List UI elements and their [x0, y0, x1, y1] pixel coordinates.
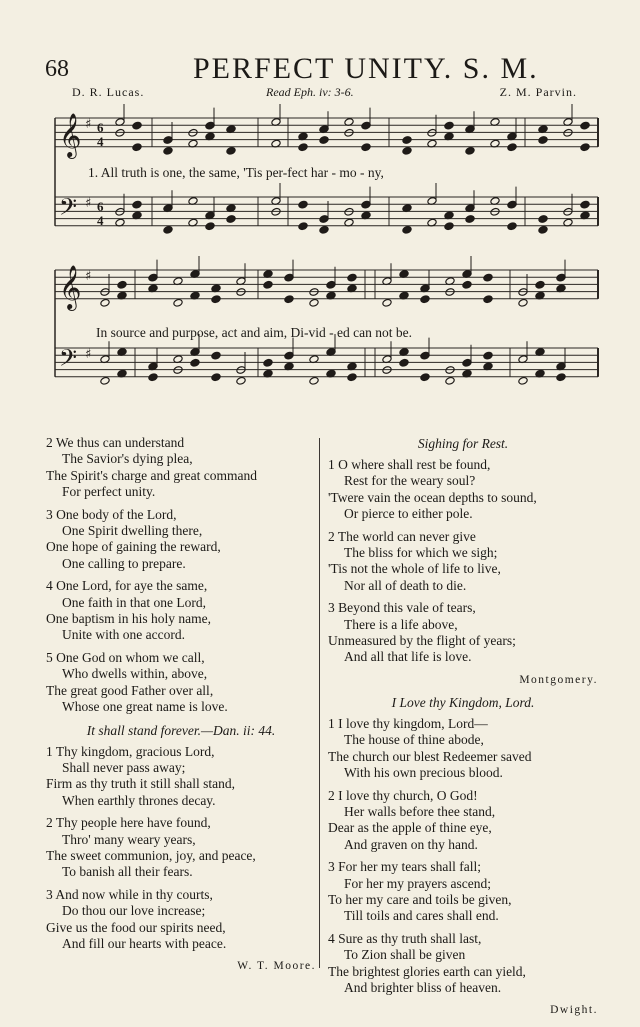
- note-head: [580, 200, 590, 209]
- verse-line: The great good Father over all,: [46, 682, 214, 698]
- verse-line: 3 Beyond this vale of tears,: [328, 600, 476, 616]
- note-head: [518, 298, 528, 307]
- note-head: [100, 376, 110, 385]
- note-head: [420, 373, 430, 382]
- note-head: [462, 280, 472, 289]
- stanza: [328, 859, 598, 925]
- verse-line: One faith in that one Lord,: [62, 594, 206, 610]
- note-head: [347, 273, 357, 282]
- stanza: [328, 716, 598, 782]
- verse-line: Rest for the weary soul?: [344, 473, 476, 489]
- verse-line: When earthly thrones decay.: [62, 792, 216, 808]
- page-number: 68: [45, 56, 69, 82]
- note-head: [538, 225, 548, 234]
- note-head: [347, 373, 357, 382]
- note-head: [444, 222, 454, 231]
- note-head: [445, 376, 455, 385]
- left-column: [46, 435, 316, 980]
- note-head: [444, 121, 454, 130]
- verse-line: Unmeasured by the flight of years;: [328, 633, 516, 649]
- verse-line: 'Tis not the whole of life to live,: [328, 561, 501, 577]
- hymn-heading: It shall stand forever.—Dan. ii: 44.: [86, 722, 276, 738]
- note-head: [132, 200, 142, 209]
- verse-line: 2 I love thy church, O God!: [328, 787, 478, 803]
- hymn-heading: I Love thy Kingdom, Lord.: [391, 694, 535, 710]
- note-head: [420, 295, 430, 304]
- verse-line: To Zion shall be given: [344, 947, 466, 963]
- note-head: [284, 295, 294, 304]
- hymn-author: Dwight.: [550, 1004, 598, 1017]
- note-head: [163, 146, 173, 155]
- stanza: [46, 815, 316, 881]
- note-head: [538, 215, 548, 224]
- verse-line: The house of thine abode,: [344, 732, 484, 748]
- note-head: [263, 280, 273, 289]
- verse-line: Or pierce to either pole.: [344, 506, 473, 522]
- stanza: [46, 887, 316, 953]
- verse-line: To her my care and toils be given,: [328, 891, 512, 907]
- verse-line: The church our blest Redeemer saved: [328, 748, 532, 764]
- verse-line: Thro' many weary years,: [62, 831, 196, 847]
- note-head: [298, 222, 308, 231]
- verse-line: For her my prayers ascend;: [344, 875, 491, 891]
- key-sharp-icon: ♯: [85, 347, 92, 362]
- note-head: [205, 222, 215, 231]
- arranger-credit: Z. M. Parvin.: [499, 85, 577, 99]
- music-score: [0, 0, 640, 420]
- stanza: [46, 650, 316, 716]
- note-head: [319, 225, 329, 234]
- note-head: [465, 146, 475, 155]
- note-head: [538, 136, 548, 145]
- note-head: [465, 215, 475, 224]
- verse-line: One baptism in his holy name,: [46, 611, 211, 627]
- key-sharp-icon: ♯: [85, 269, 92, 284]
- verse-line: With his own precious blood.: [344, 765, 503, 781]
- note-head: [309, 376, 319, 385]
- verse-line: Her walls before thee stand,: [344, 803, 496, 819]
- note-head: [319, 136, 329, 145]
- verse-line: One hope of gaining the reward,: [46, 539, 221, 555]
- stanza: [46, 578, 316, 644]
- verse-line: Who dwells within, above,: [62, 666, 208, 682]
- note-head: [361, 143, 371, 152]
- column-divider: [319, 438, 320, 968]
- verse-line: 1 I love thy kingdom, Lord—: [328, 715, 488, 731]
- verse-line: 4 One Lord, for aye the same,: [46, 578, 208, 594]
- stanza: [328, 600, 598, 666]
- note-head: [226, 215, 236, 224]
- note-head: [132, 121, 142, 130]
- note-head: [163, 225, 173, 234]
- note-head: [483, 273, 493, 282]
- verse-line: And graven on thy hand.: [344, 836, 478, 852]
- bass-clef-icon: 𝄢: [59, 193, 78, 226]
- verse-line: Do thou our love increase;: [62, 903, 206, 919]
- verse-line: The sweet communion, joy, and peace,: [46, 847, 256, 863]
- stanza: [46, 744, 316, 810]
- verse-line: Shall never pass away;: [62, 759, 186, 775]
- verse-line: The Spirit's charge and great command: [46, 467, 257, 483]
- note-head: [132, 143, 142, 152]
- verse-line: And all that life is love.: [344, 649, 472, 665]
- treble-clef-icon: 𝄞: [59, 265, 82, 309]
- time-signature-top: 6: [97, 199, 104, 214]
- note-head: [580, 121, 590, 130]
- note-head: [117, 280, 127, 289]
- verse-line: 'Twere vain the ocean depths to sound,: [328, 489, 537, 505]
- time-signature-top: 6: [97, 120, 104, 135]
- note-head: [173, 298, 183, 307]
- verse-line: And brighter bliss of heaven.: [344, 979, 502, 995]
- note-head: [211, 295, 221, 304]
- note-head: [236, 376, 246, 385]
- key-sharp-icon: ♯: [85, 117, 92, 132]
- lyric-line-2: In source and purpose, act and aim, Di-vid - ed can not be.: [96, 325, 413, 340]
- verse-line: 2 We thus can understand: [46, 435, 185, 450]
- key-sharp-icon: ♯: [85, 196, 92, 211]
- verse-line: Till toils and cares shall end.: [344, 908, 499, 924]
- hymn-author: W. T. Moore.: [237, 960, 316, 973]
- verse-line: 3 And now while in thy courts,: [46, 886, 213, 902]
- note-head: [535, 280, 545, 289]
- verse-line: The Savior's dying plea,: [62, 451, 193, 467]
- note-head: [507, 143, 517, 152]
- time-signature-bottom: 4: [97, 213, 104, 228]
- bass-clef-icon: 𝄢: [59, 344, 78, 377]
- lyric-line-1: 1. All truth is one, the same, 'Tis per-fect har - mo - ny,: [88, 165, 384, 180]
- note-head: [382, 298, 392, 307]
- verse-line: For perfect unity.: [62, 484, 156, 500]
- note-head: [556, 373, 566, 382]
- verse-line: One Spirit dwelling there,: [62, 523, 203, 539]
- verse-line: The bliss for which we sigh;: [344, 545, 498, 561]
- stanza: [328, 931, 598, 997]
- verse-line: 4 Sure as thy truth shall last,: [328, 930, 482, 946]
- verse-line: 3 One body of the Lord,: [46, 506, 177, 522]
- verse-line: 2 Thy people here have found,: [46, 815, 211, 831]
- note-head: [507, 222, 517, 231]
- verse-line: 1 O where shall rest be found,: [328, 457, 491, 472]
- verse-line: One calling to prepare.: [62, 555, 186, 571]
- note-head: [211, 373, 221, 382]
- note-head: [309, 298, 319, 307]
- note-head: [148, 373, 158, 382]
- note-head: [100, 298, 110, 307]
- verse-line: There is a life above,: [344, 616, 458, 632]
- note-head: [483, 295, 493, 304]
- note-head: [402, 136, 412, 145]
- stanza: [328, 457, 598, 523]
- verse-line: 5 One God on whom we call,: [46, 649, 205, 665]
- note-head: [402, 225, 412, 234]
- verse-line: And fill our hearts with peace.: [62, 935, 227, 951]
- verse-line: 1 Thy kingdom, gracious Lord,: [46, 743, 215, 759]
- note-head: [483, 351, 493, 360]
- verse-line: To banish all their fears.: [62, 864, 193, 880]
- hymn-heading: Sighing for Rest.: [417, 436, 509, 451]
- hymn-author: Montgomery.: [519, 673, 598, 686]
- note-head: [399, 358, 409, 367]
- note-head: [298, 143, 308, 152]
- verse-line: The brightest glories earth can yield,: [328, 963, 526, 979]
- note-head: [402, 146, 412, 155]
- note-head: [263, 358, 273, 367]
- verse-line: Dear as the apple of thine eye,: [328, 820, 492, 836]
- note-head: [211, 351, 221, 360]
- hymn-title: PERFECT UNITY. S. M.: [193, 52, 539, 85]
- verse-line: Whose one great name is love.: [62, 699, 228, 715]
- treble-clef-icon: 𝄞: [59, 113, 82, 157]
- verse-line: Firm as thy truth it still shall stand,: [46, 776, 235, 792]
- stanza: [46, 435, 316, 501]
- verse-line: Nor all of death to die.: [344, 577, 467, 593]
- time-signature-bottom: 4: [97, 134, 104, 149]
- note-head: [518, 376, 528, 385]
- verse-line: Unite with one accord.: [62, 627, 185, 643]
- stanza: [328, 529, 598, 595]
- stanza: [46, 507, 316, 573]
- note-head: [580, 143, 590, 152]
- note-head: [298, 200, 308, 209]
- note-head: [190, 358, 200, 367]
- note-head: [226, 146, 236, 155]
- verse-line: Give us the food our spirits need,: [46, 919, 226, 935]
- scripture-reference: Read Eph. iv: 3-6.: [266, 85, 354, 99]
- right-column: [328, 435, 598, 1024]
- verse-line: 2 The world can never give: [328, 528, 476, 544]
- composer-credit: D. R. Lucas.: [72, 85, 145, 99]
- verse-line: 3 For her my tears shall fall;: [328, 859, 481, 875]
- stanza: [328, 788, 598, 854]
